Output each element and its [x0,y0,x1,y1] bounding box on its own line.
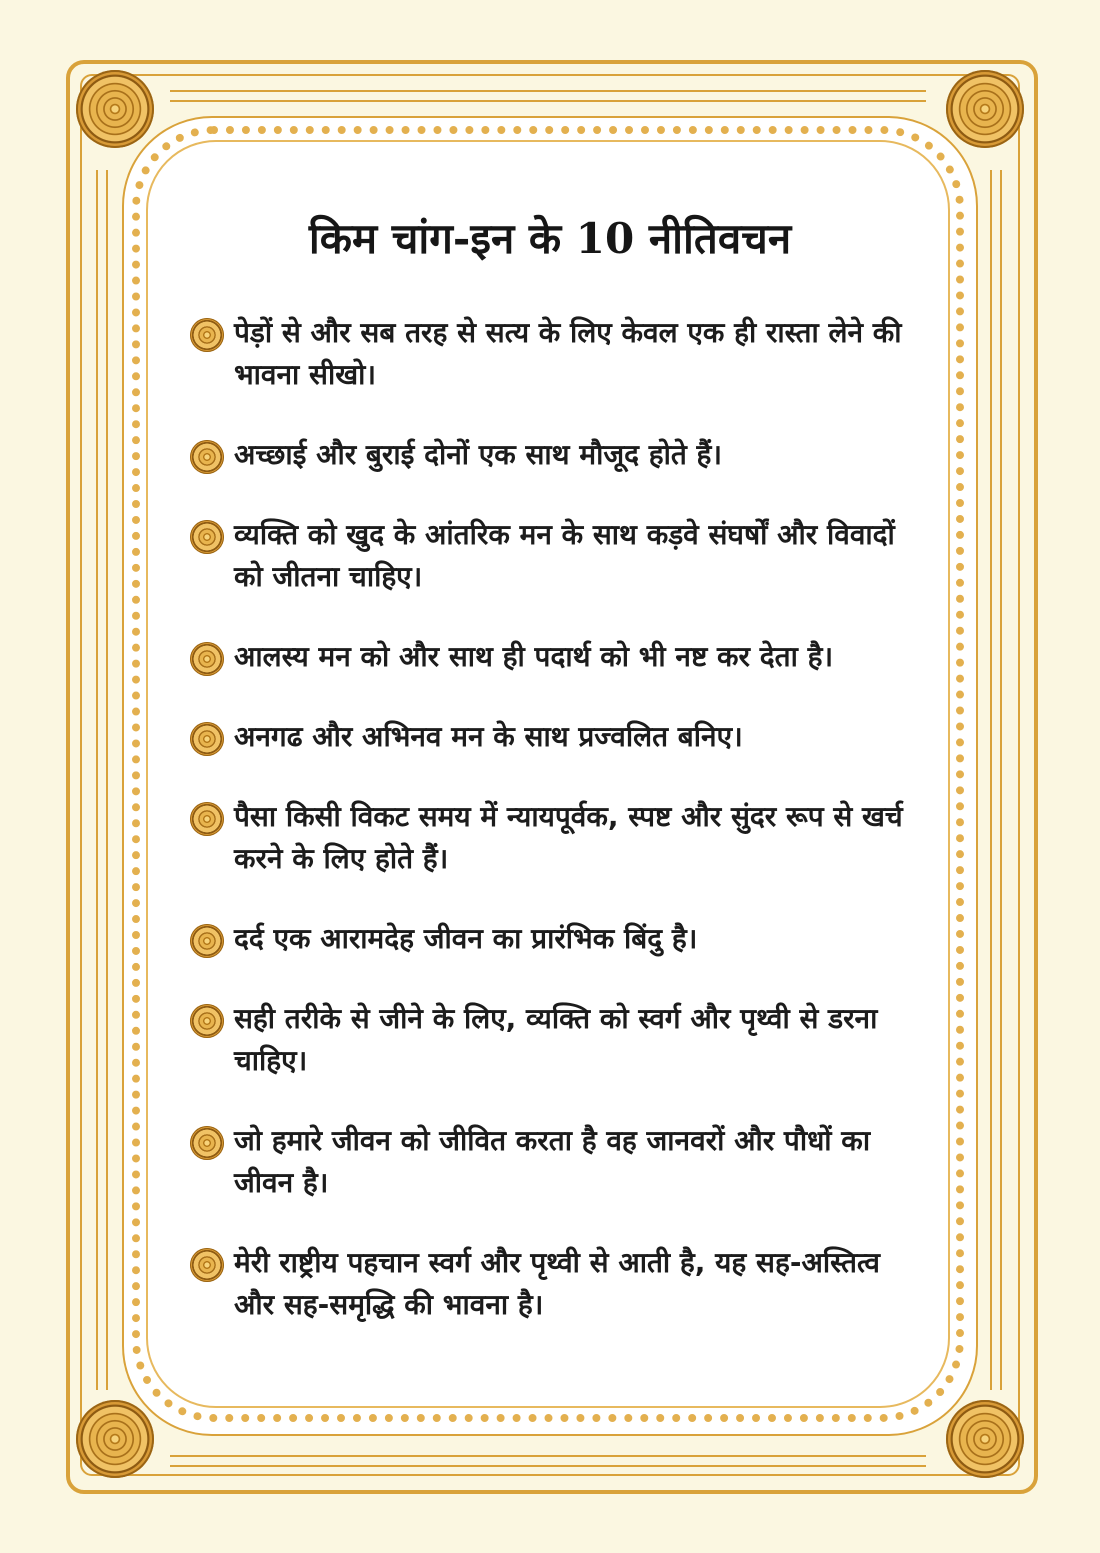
gold-coin-bullet-icon [190,1248,224,1282]
gold-coin-bullet-icon [190,924,224,958]
saying-text: सही तरीके से जीने के लिए, व्यक्ति को स्वर्ग और पृथ्वी से डरना चाहिए। [234,1002,878,1078]
list-item [190,1120,910,1204]
gold-coin-bullet-icon [190,1126,224,1160]
saying-text: दर्द एक आरामदेह जीवन का प्रारंभिक बिंदु है। [234,922,698,956]
gold-coin-icon [76,1400,154,1478]
saying-text: आलस्य मन को और साथ ही पदार्थ को भी नष्ट कर देता है। [234,640,834,674]
right-rule-2 [1000,170,1002,1390]
gold-coin-bullet-icon [190,1004,224,1038]
right-rule-1 [990,170,992,1390]
top-rule-1 [170,90,926,92]
top-rule-2 [170,100,926,102]
gold-coin-bullet-icon [190,318,224,352]
list-item [190,434,910,476]
list-item [190,636,910,678]
gold-coin-icon [946,1400,1024,1478]
left-rule-1 [96,170,98,1390]
gold-coin-icon [946,70,1024,148]
saying-text: मेरी राष्ट्रीय पहचान स्वर्ग और पृथ्वी से आती है, यह सह-अस्तित्व और सह-समृद्धि की भावना है। [234,1246,880,1322]
gold-coin-bullet-icon [190,722,224,756]
list-item [190,1242,910,1326]
list-item [190,998,910,1082]
bottom-rule-2 [170,1465,926,1467]
saying-text: पैसा किसी विकट समय में न्यायपूर्वक, स्पष्ट और सुंदर रूप से खर्च करने के लिए होते हैं। [234,800,903,876]
gold-coin-bullet-icon [190,642,224,676]
gold-coin-bullet-icon [190,440,224,474]
left-rule-2 [106,170,108,1390]
list-item [190,312,910,396]
bottom-rule-1 [170,1455,926,1457]
saying-text: अनगढ और अभिनव मन के साथ प्रज्वलित बनिए। [234,720,743,754]
saying-text: अच्छाई और बुराई दोनों एक साथ मौजूद होते हैं। [234,438,723,472]
saying-text: जो हमारे जीवन को जीवित करता है वह जानवरों और पौधों का जीवन है। [234,1124,871,1200]
gold-coin-bullet-icon [190,802,224,836]
list-item [190,918,910,960]
saying-text: व्यक्ति को खुद के आंतरिक मन के साथ कड़वे संघर्षों और विवादों को जीतना चाहिए। [234,518,895,594]
gold-coin-icon [76,70,154,148]
list-item [190,796,910,880]
saying-text: पेड़ों से और सब तरह से सत्य के लिए केवल एक ही रास्ता लेने की भावना सीखो। [234,316,902,392]
list-item [190,716,910,758]
gold-coin-bullet-icon [190,520,224,554]
page-title: किम चांग-इन के 10 नीतिवचन [308,214,792,263]
content [190,216,910,1364]
sayings-list [190,312,910,1326]
list-item [190,514,910,598]
